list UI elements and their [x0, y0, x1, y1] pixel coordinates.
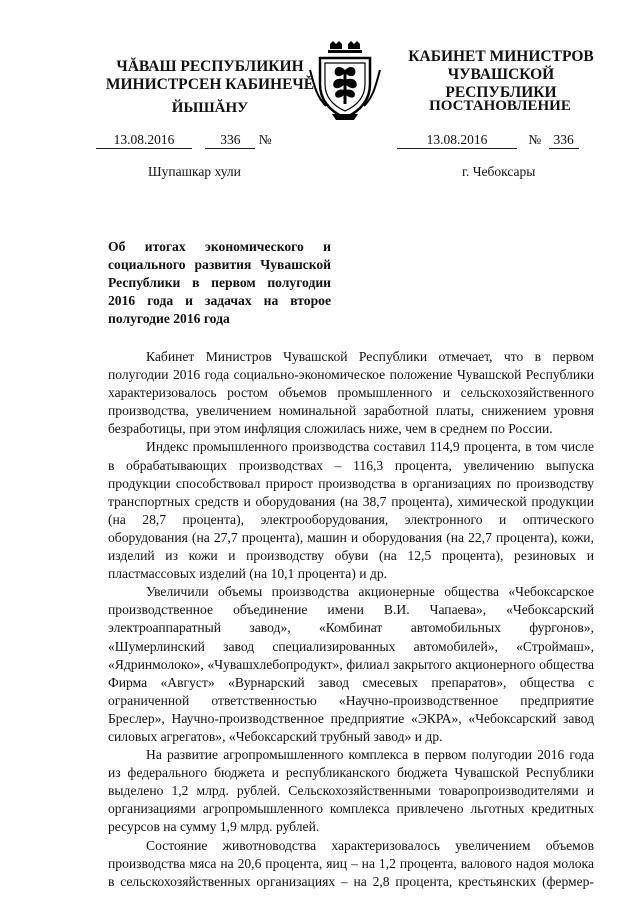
paragraph: Увеличили объемы производства акционерные общества «Чебоксарское производственное объединение имени В.И. Чапаева», «Чебоксарский электроаппаратный завод», «Комбинат автомобильных фургонов», «Шумерлинский завод специализированных автомобилей», «Строймаш», «Ядринмолоко», «Чувашхлебопродукт», филиал закрытого акционерного общества Фирма «Август» «Вурнарский завод смесевых препаратов», общества с ограниченной ответственностью «Научно-производственное предприятие Бреслер», Научно-производственное предприятие «ЭКРА», «Чебоксарский завод силовых агрегатов», «Чебоксарский трубный завод» и др.	[108, 584, 594, 744]
paragraph: На развитие агропромышленного комплекса в первом полугодии 2016 года из федерального бюджета и республиканского бюджета Чувашской Республики выделено 1,2 млрд. рублей. Сельскохозяйственными товаропроизводителями и организациями агропромышленного комплекса привлечено льготных кредитных ресурсов на сумму 1,9 млрд. рублей.	[108, 747, 594, 835]
paragraph: Кабинет Министров Чувашской Республики отмечает, что в первом полугодии 2016 года социально-экономическое положение Чувашской Республики характеризовалось ростом объемов промышленного и сельскохозяйственного производства, увеличением номинальной заработной платы, снижением уровня безработицы, при этом инфляция сложилась ниже, чем в среднем по России.	[108, 349, 594, 437]
left-ref-date: 13.08.2016	[96, 132, 192, 149]
header-left-org	[100, 58, 320, 94]
paragraph: Состояние животноводства характеризовалось увеличением объемов производства мяса на 20,6 процента, яиц – на 1,2 процента, валового надоя молока в сельскохозяйственных организациях – на 2,8 процента, крестьянских (фермер-	[108, 837, 594, 889]
document-body	[108, 348, 594, 891]
right-ref-number-sign: №	[528, 132, 542, 147]
left-ref-number-sign: №	[258, 132, 272, 147]
chuvash-coat-of-arms-icon	[306, 40, 384, 122]
header-right-org-line-2: ЧУВАШСКОЙ РЕСПУБЛИКИ	[445, 66, 557, 101]
right-ref-number: 336	[549, 132, 579, 149]
left-ref-number: 336	[205, 132, 255, 149]
right-place: г. Чебоксары	[462, 164, 536, 179]
header-left-org-line-2: МИНИСТРСЕН КАБИНЕЧĚ	[105, 76, 315, 93]
document-title: Об итогах экономического и социального развития Чувашской Республики в первом полугодии 2016 года и задачах на второе полугодие 2016 года	[108, 239, 331, 326]
left-ref	[96, 132, 272, 149]
header-right-doc-type: ПОСТАНОВЛЕНИЕ	[429, 98, 571, 114]
header-left-org-line-1: ЧĂВАШ РЕСПУБЛИКИН	[116, 58, 304, 75]
right-ref	[397, 132, 579, 149]
paragraph: Индекс промышленного производства составил 114,9 процента, в том числе в обрабатывающих производствах – 116,3 процента, увеличению выпуска продукции способствовал прирост производства в организациях по производству транспортных средств и оборудования (на 38,7 процента), химической продукции (на 28,7 процента), электрооборудования, электронного и оптического оборудования (на 27,7 процента), машин и оборудования (на 22,7 процента), кожи, изделий из кожи и производству обуви (на 12,5 процента), резиновых и пластмассовых изделий (на 10,1 процента) и др.	[108, 439, 594, 582]
header-right-org	[392, 48, 610, 102]
header-right-org-line-1: КАБИНЕТ МИНИСТРОВ	[408, 48, 594, 65]
right-ref-date: 13.08.2016	[397, 132, 517, 149]
header-left-doc-type: ЙЫШĂНУ	[171, 100, 249, 116]
left-place: Шупашкар хули	[148, 164, 241, 179]
